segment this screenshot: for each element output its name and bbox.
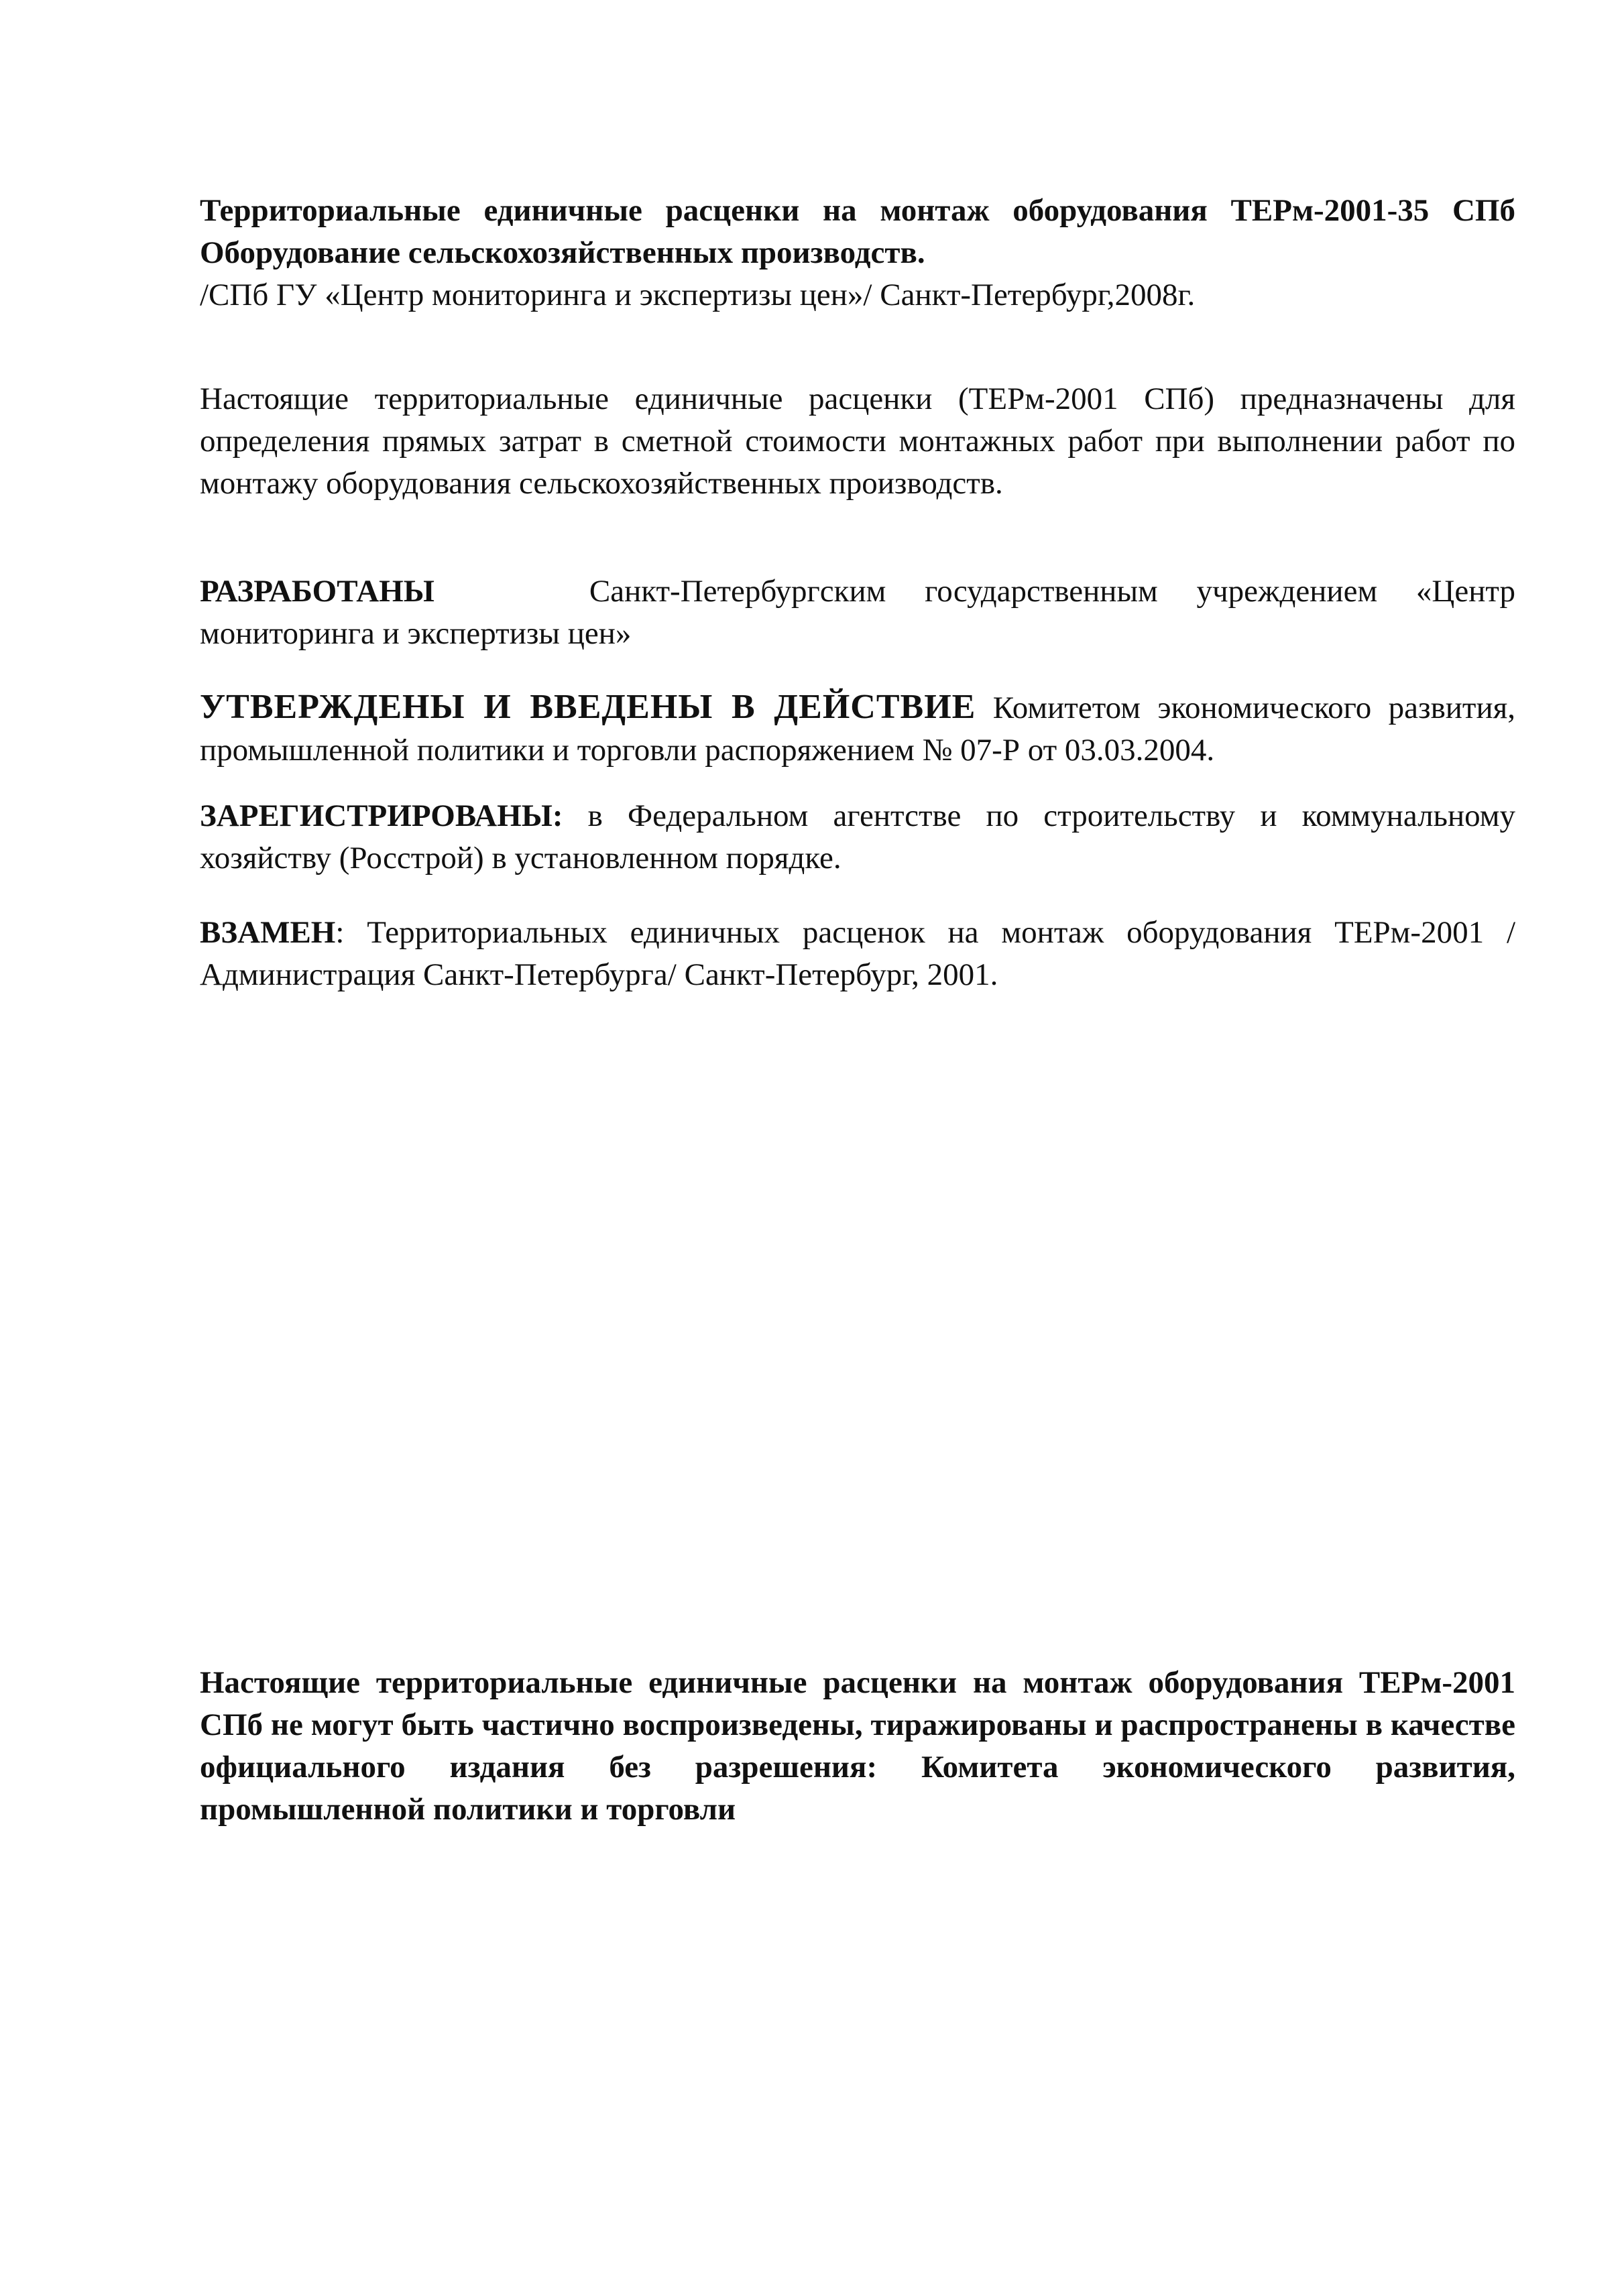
registered-label: ЗАРЕГИСТРИРОВАНЫ: [200,798,563,833]
purpose-paragraph [200,378,1515,505]
registered-paragraph [200,795,1515,880]
publisher-line: /СПб ГУ «Центр мониторинга и экспертизы цен»/ Санкт-Петербург,2008г. [200,278,1196,312]
approved-text-wrap [200,686,1515,772]
title-line-1: Территориальные единичные расценки на монтаж оборудования ТЕРм-2001-35 СПб [200,193,1515,228]
approved-label: УТВЕРЖДЕНЫ И ВВЕДЕНЫ В ДЕЙСТВИЕ [200,688,976,726]
copyright-notice [200,1662,1515,1831]
copyright-text: Настоящие территориальные единичные расценки на монтаж оборудования ТЕРм-2001 СПб не могут быть частично воспроизведены, тиражированы и распространены в качестве официального издания без разрешения: Комитета экономического развития, промышленной политики и торговли [200,1665,1515,1827]
developed-text-2: мониторинга и экспертизы цен» [200,616,632,651]
registered-text-wrap [200,795,1515,880]
registered-text: в Федеральном агентстве по строительству и коммунальному хозяйству (Росстрой) в установленном порядке. [200,798,1515,875]
document-title [200,190,1515,316]
replaces-label: ВЗАМЕН [200,915,336,950]
developed-text-1: Санкт-Петербургским государственным учреждением «Центр [589,574,1516,609]
purpose-text: Настоящие территориальные единичные расценки (ТЕРм-2001 СПб) предназначены для определения прямых затрат в сметной стоимости монтажных работ при выполнении работ по монтажу оборудования сельскохозяйственных производств. [200,381,1515,501]
replaces-paragraph [200,912,1515,996]
title-line-2: Оборудование сельскохозяйственных производств. [200,235,925,270]
approved-paragraph [200,686,1515,772]
replaces-text: : Территориальных единичных расценок на монтаж оборудования ТЕРм-2001 /Администрация Санкт-Петербурга/ Санкт-Петербург, 2001. [200,915,1515,992]
developed-line-1 [200,570,1515,613]
developed-paragraph [200,570,1515,655]
developed-label: РАЗРАБОТАНЫ [200,574,434,609]
approved-text: Комитетом экономического развития, промышленной политики и торговли распоряжением № 07-Р от 03.03.2004. [200,690,1515,768]
replaces-text-wrap [200,912,1515,996]
